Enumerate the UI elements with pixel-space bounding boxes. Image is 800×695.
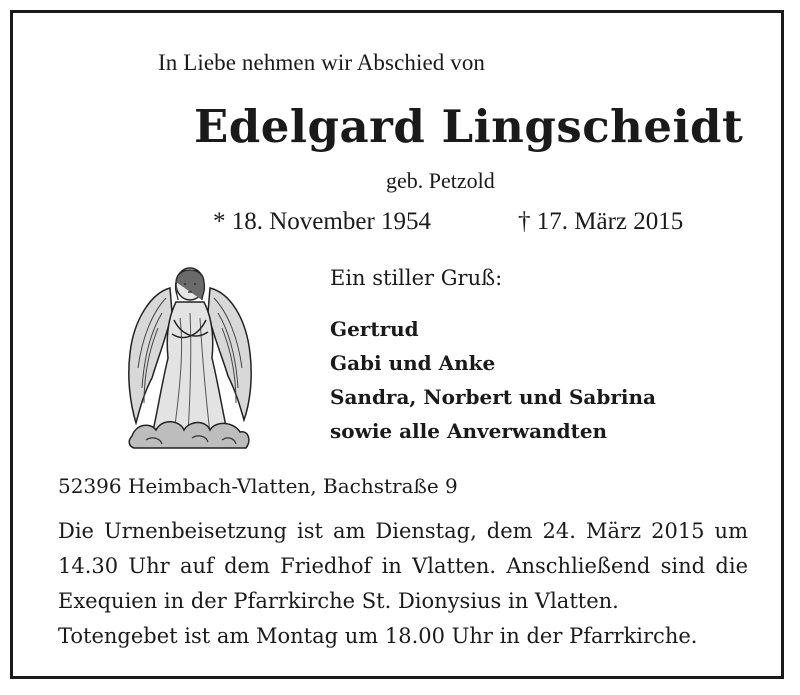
death-date: † 17. März 2015	[518, 208, 684, 235]
greeting-text: Ein stiller Gruß:	[330, 266, 503, 290]
mourners-list	[330, 312, 656, 448]
intro-text: In Liebe nehmen wir Abschied von	[158, 50, 486, 75]
service-details	[58, 514, 748, 654]
details-line: 14.30 Uhr auf dem Friedhof in Vlatten. Anschließend sind die	[58, 554, 748, 578]
details-line: Exequien in der Pfarrkirche St. Dionysius in Vlatten.	[58, 589, 619, 613]
mourner-item: sowie alle Anverwandten	[330, 419, 608, 443]
details-line: Totengebet ist am Montag um 18.00 Uhr in der Pfarrkirche.	[58, 624, 698, 648]
details-line: Die Urnenbeisetzung ist am Dienstag, dem 24. März 2015 um	[58, 519, 748, 543]
mourner-item: Gertrud	[330, 317, 419, 341]
maiden-name: geb. Petzold	[386, 168, 495, 193]
family-address: 52396 Heimbach-Vlatten, Bachstraße 9	[58, 474, 458, 498]
mourner-item: Sandra, Norbert und Sabrina	[330, 385, 657, 409]
angel-statue-image	[122, 258, 257, 454]
mourner-item: Gabi und Anke	[330, 351, 496, 375]
deceased-name: Edelgard Lingscheidt	[194, 100, 744, 153]
birth-date: * 18. November 1954	[213, 208, 432, 235]
